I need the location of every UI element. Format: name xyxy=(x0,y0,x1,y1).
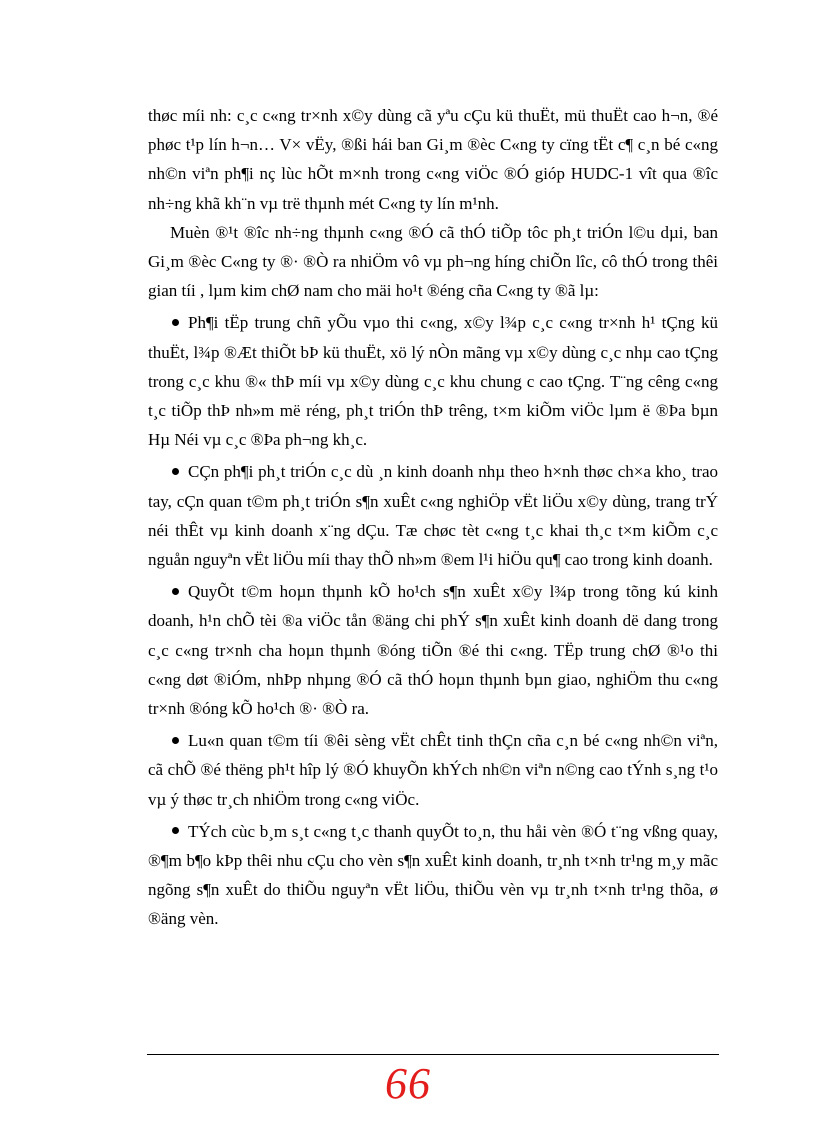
document-body xyxy=(148,101,718,934)
bullet-text: Ph¶i tËp trung chñ yÕu vµo thi c«ng, x©y l¾p c¸c c«ng tr×nh h¹ tÇng kü thuËt, l¾p ®Æt thiÕt bÞ kü thuËt, xö lý nÒn mãng vµ x©y dùng c¸c nhµ cao tÇng trong c¸c khu ®« thÞ míi vµ x©y dùng c¸c khu chung c cao tÇng. T¨ng cêng c«ng t¸c tiÕp thÞ nh»m më réng, ph¸t triÓn thÞ trêng, t×m kiÕm viÖc lµm ë ®Þa bµn Hµ Néi vµ c¸c ®Þa ph¬ng kh¸c. xyxy=(148,313,718,450)
bullet-icon xyxy=(172,737,179,744)
paragraph-1: thøc míi nh: c¸c c«ng tr×nh x©y dùng cã yªu cÇu kü thuËt, mü thuËt cao h¬n, ®é phøc t¹p lín h¬n… V× vËy, ®ßi hái ban Gi¸m ®èc C«ng ty cïng tËt c¶ c¸n bé c«ng nh©n viªn ph¶i nç lùc hÕt m×nh trong c«ng viÖc ®Ó gióp HUDC-1 vît qua ®îc nh÷ng khã kh¨n vµ trë thµnh mét C«ng ty lín m¹nh. xyxy=(148,106,718,213)
paragraph-2: Muèn ®¹t ®îc nh÷ng thµnh c«ng ®Ó cã thÓ tiÕp tôc ph¸t triÓn l©u dµi, ban Gi¸m ®èc C«ng ty ®· ®Ò ra nhiÖm vô vµ ph¬ng híng chiÕn lîc, cô thÓ trong thêi gian tíi , lµm kim chØ nam cho mäi ho¹t ®éng cña C«ng ty ®ã lµ: xyxy=(148,222,718,301)
bullet-item-3 xyxy=(148,577,718,723)
bullet-text: Lu«n quan t©m tíi ®êi sèng vËt chÊt tinh thÇn cña c¸n bé c«ng nh©n viªn, cã chÕ ®é thëng ph¹t hîp lý ®Ó khuyÕn khÝch nh©n viªn n©ng cao tÝnh s¸ng t¹o vµ ý thøc tr¸ch nhiÖm trong c«ng viÖc. xyxy=(148,731,718,809)
bullet-icon xyxy=(172,827,179,834)
bullet-text: CÇn ph¶i ph¸t triÓn c¸c dù ¸n kinh doanh nhµ theo h×nh thøc ch×a kho¸ trao tay, cÇn quan t©m ph¸t triÓn s¶n xuÊt c«ng nghiÖp vËt liÖu x©y dùng, trang trÝ néi thÊt vµ kinh doanh x¨ng dÇu. Tæ chøc tèt c«ng t¸c khai th¸c t×m kiÕm c¸c nguån nguyªn vËt liÖu míi thay thÕ nh»m ®em l¹i hiÖu qu¶ cao trong kinh doanh. xyxy=(148,462,718,570)
bullet-text: QuyÕt t©m hoµn thµnh kÕ ho¹ch s¶n xuÊt x©y l¾p trong tõng kú kinh doanh, h¹n chÕ tèi ®a viÖc tån ®äng chi phÝ s¶n xuÊt kinh doanh dë dang trong c¸c c«ng tr×nh cha hoµn thµnh ®óng tiÕn ®é thi c«ng. TËp trung chØ ®¹o thi c«ng døt ®iÓm, nhÞp nhµng ®Ó cã thÓ hoµn thµnh bµn giao, nghiÖm thu c«ng tr×nh ®óng kÕ ho¹ch ®· ®Ò ra. xyxy=(148,582,718,719)
bullet-item-5 xyxy=(148,817,718,934)
bullet-item-4 xyxy=(148,726,718,814)
bullet-text: TÝch cùc b¸m s¸t c«ng t¸c thanh quyÕt to¸n, thu håi vèn ®Ó t¨ng vßng quay, ®¶m b¶o kÞp thêi nhu cÇu cho vèn s¶n xuÊt kinh doanh, tr¸nh t×nh tr¹ng m¸y mãc ngõng s¶n xuÊt do thiÕu nguyªn vËt liÖu, thiÕu vèn vµ tr¸nh t×nh tr¹ng thõa, ø ®äng vèn. xyxy=(148,821,718,929)
bullet-item-1 xyxy=(148,308,718,454)
bullet-icon xyxy=(172,588,179,595)
bullet-icon xyxy=(172,468,179,475)
page-number: 66 xyxy=(385,1059,431,1108)
bullet-icon xyxy=(172,319,179,326)
bullet-item-2 xyxy=(148,457,718,574)
footer-divider xyxy=(147,1054,719,1055)
